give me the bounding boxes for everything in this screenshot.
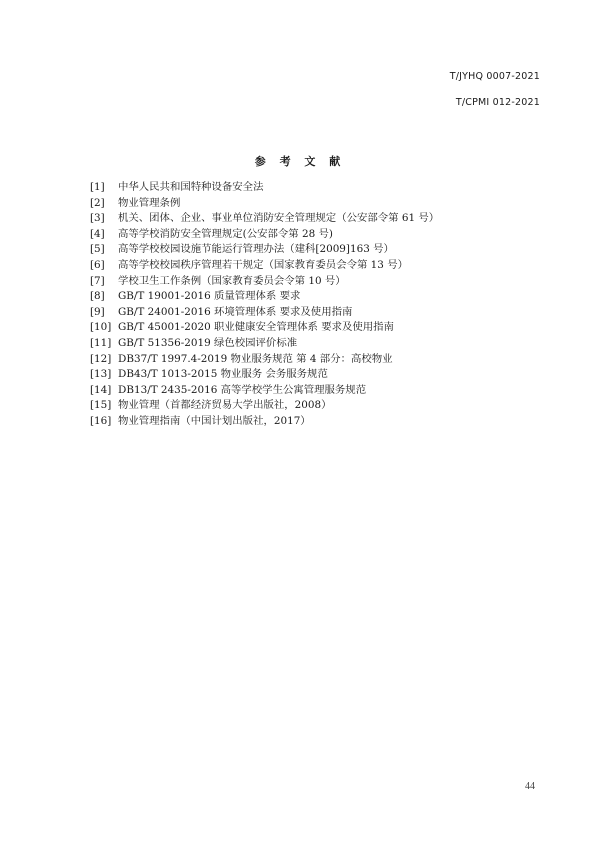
reference-text: GB/T 24001-2016 环境管理体系 要求及使用指南 [118, 305, 353, 318]
reference-text: DB37/T 1997.4-2019 物业服务规范 第 4 部分：高校物业 [118, 352, 393, 365]
standard-code-1: T/JYHQ 0007-2021 [449, 71, 540, 82]
reference-number: [15] [90, 399, 112, 412]
reference-item [90, 180, 550, 196]
reference-item [90, 305, 550, 321]
reference-number: [9] [90, 305, 105, 318]
reference-number: [5] [90, 243, 105, 256]
section-title: 参 考 文 献 [254, 155, 346, 168]
reference-number: [13] [90, 368, 112, 381]
reference-text: DB13/T 2435-2016 高等学校学生公寓管理服务规范 [118, 383, 367, 396]
reference-item [90, 242, 550, 258]
reference-number: [14] [90, 383, 112, 396]
reference-text: 高等学校校园设施节能运行管理办法（建科[2009]163 号） [118, 243, 394, 256]
reference-item [90, 227, 550, 243]
reference-text: GB/T 45001-2020 职业健康安全管理体系 要求及使用指南 [118, 321, 394, 334]
reference-number: [12] [90, 352, 112, 365]
reference-number: [2] [90, 196, 105, 209]
reference-text: 物业管理指南（中国计划出版社，2017） [118, 414, 311, 427]
reference-number: [1] [90, 181, 105, 193]
reference-text: 物业管理（首都经济贸易大学出版社，2008） [118, 399, 332, 412]
reference-text: 高等学校校园秩序管理若干规定（国家教育委员会令第 13 号） [118, 258, 408, 271]
page-number: 44 [525, 781, 535, 792]
reference-text: 机关、团体、企业、事业单位消防安全管理规定（公安部令第 61 号） [118, 212, 440, 225]
reference-number: [8] [90, 290, 105, 303]
reference-item [90, 320, 550, 336]
standard-code-2: T/CPMI 012-2021 [455, 97, 540, 108]
reference-number: [16] [90, 414, 112, 427]
reference-number: [10] [90, 321, 112, 334]
reference-text: DB43/T 1013-2015 物业服务 会务服务规范 [118, 368, 328, 381]
reference-text: 中华人民共和国特种设备安全法 [118, 181, 264, 193]
reference-text: GB/T 51356-2019 绿色校园评价标准 [118, 336, 298, 349]
reference-item [90, 414, 550, 430]
reference-number: [4] [90, 227, 105, 240]
reference-number: [3] [90, 212, 105, 225]
reference-number: [11] [90, 336, 112, 349]
reference-item [90, 352, 550, 368]
reference-number: [6] [90, 258, 105, 271]
reference-item [90, 336, 550, 352]
reference-number: [7] [90, 274, 105, 287]
reference-text: 学校卫生工作条例（国家教育委员会令第 10 号） [118, 274, 346, 287]
reference-item [90, 196, 550, 212]
reference-text: 物业管理条例 [118, 196, 181, 209]
document-header [450, 70, 540, 110]
reference-item [90, 383, 550, 399]
reference-item [90, 274, 550, 290]
reference-item [90, 289, 550, 305]
reference-item [90, 258, 550, 274]
reference-item [90, 367, 550, 383]
reference-text: 高等学校消防安全管理规定(公安部令第 28 号) [118, 227, 333, 240]
reference-list [90, 180, 550, 430]
reference-item [90, 211, 550, 227]
reference-item [90, 398, 550, 414]
reference-text: GB/T 19001-2016 质量管理体系 要求 [118, 290, 301, 303]
